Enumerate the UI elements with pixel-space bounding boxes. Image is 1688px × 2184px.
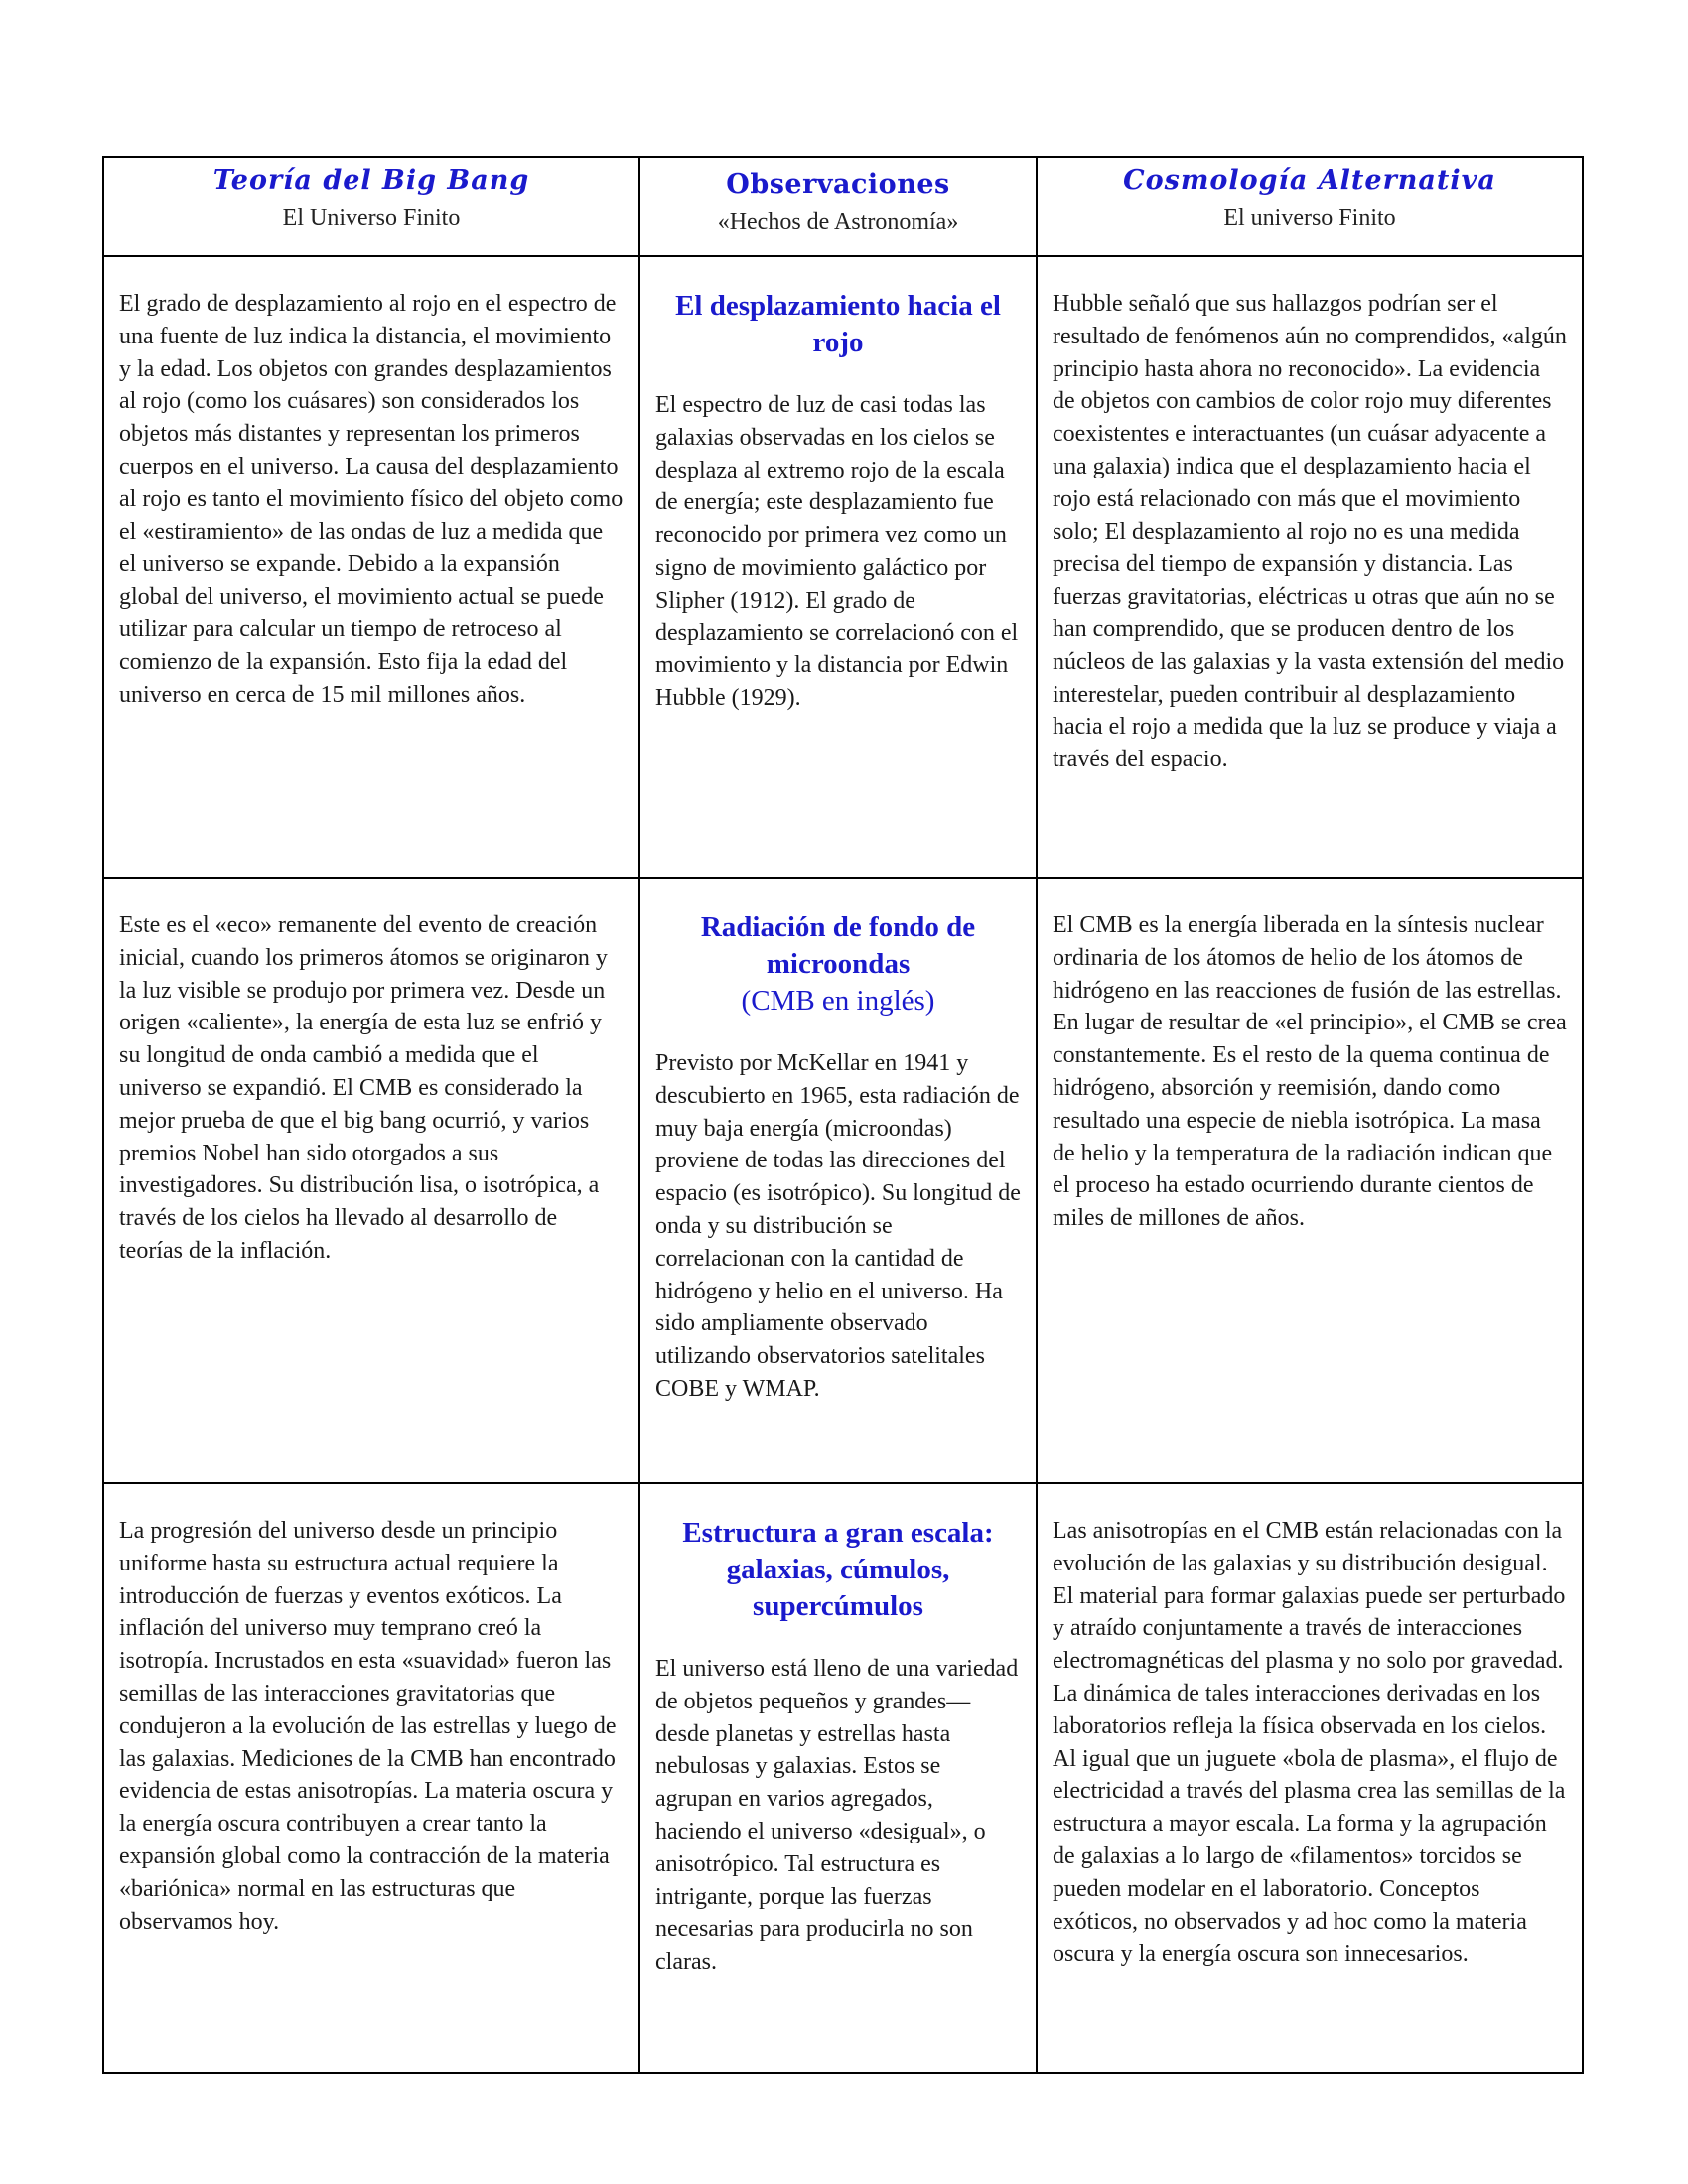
observation-text: El universo está lleno de una variedad de objetos pequeños y grandes—desde planetas y estrellas hasta nebulosas y galaxias. Estos se agrupan en varios agregados, haciendo el universo «desigual», o anisotrópico. Tal estructura es intrigante, porque las fuerzas necesarias para producirla no son claras. xyxy=(655,1656,1019,1976)
observation-text: Previsto por McKellar en 1941 y descubierto en 1965, esta radiación de muy baja energía (microondas) proviene de todas las direcciones del espacio (es isotrópico). Su longitud de onda y su distribución se correlacionan con la cantidad de hidrógeno y helio en el universo. Ha sido ampliamente observado utilizando observatorios satelitales COBE y WMAP. xyxy=(655,1050,1021,1402)
big-bang-text: Este es el «eco» remanente del evento de creación inicial, cuando los primeros átomos se originaron y la luz visible se produjo por primera vez. Desde un origen «caliente», la energía de esta luz se enfrió y su longitud de onda cambió a medida que el universo se expandió. El CMB es considerado la mejor prueba de que el big bang ocurrió, y varios premios Nobel han sido otorgados a sus investigadores. Su distribución lisa, o isotrópica, a través de los cielos ha llevado al desarrollo de teorías de la inflación. xyxy=(119,912,608,1264)
header-title-big-bang: Teoría del Big Bang xyxy=(212,165,530,196)
table-row xyxy=(103,256,1583,878)
observation-title: Radiación de fondo de microondas xyxy=(700,911,976,980)
alternative-text: Hubble señaló que sus hallazgos podrían ser el resultado de fenómenos aún no comprendidos, «algún principio hasta ahora no reconocido». La evidencia de objetos con cambios de color rojo muy diferentes coexistentes e interactuantes (un cuásar adyacente a una galaxia) indica que el desplazamiento hacia el rojo está relacionado con más que el movimiento solo; El desplazamiento al rojo no es una medida precisa del tiempo de expansión y distancia. Las fuerzas gravitatorias, eléctricas u otras que aún no se han comprendido, que se producen dentro de los núcleos de las galaxias y la vasta extensión del medio interestelar, pueden contribuir al desplazamiento hacia el rojo a medida que la luz se produce y viaja a través del espacio. xyxy=(1053,291,1567,773)
header-alternative xyxy=(1037,157,1583,256)
header-subtitle-big-bang: El Universo Finito xyxy=(282,205,461,231)
alternative-cell xyxy=(1037,1483,1583,2073)
header-title-alternative: Cosmología Alternativa xyxy=(1123,165,1496,196)
alternative-text: El CMB es la energía liberada en la síntesis nuclear ordinaria de los átomos de helio de los átomos de hidrógeno en las reacciones de fusión de las estrellas. En lugar de resultar de «el principio», el CMB se crea constantemente. Es el resto de la quema continua de hidrógeno, absorción y reemisión, dando como resultado una especie de niebla isotrópica. La masa de helio y la temperatura de la radiación indican que el proceso ha estado ocurriendo durante cientos de miles de millones de años. xyxy=(1053,912,1567,1232)
header-big-bang xyxy=(103,157,639,256)
big-bang-cell xyxy=(103,1483,639,2073)
big-bang-cell xyxy=(103,878,639,1483)
observation-text: El espectro de luz de casi todas las galaxias observadas en los cielos se desplaza al extremo rojo de la escala de energía; este desplazamiento fue reconocido por primera vez como un signo de movimiento galáctico por Slipher (1912). El grado de desplazamiento se correlacionó con el movimiento y la distancia por Edwin Hubble (1929). xyxy=(655,392,1019,712)
observation-title: El desplazamiento hacia el rojo xyxy=(675,290,1001,358)
header-observations xyxy=(639,157,1037,256)
observation-title: Estructura a gran escala: galaxias, cúmulos, supercúmulos xyxy=(682,1517,994,1622)
observation-cell xyxy=(639,878,1037,1483)
big-bang-text: La progresión del universo desde un principio uniforme hasta su estructura actual requiere la introducción de fuerzas y eventos exóticos. La inflación del universo muy temprano creó la isotropía. Incrustados en esta «suavidad» fueron las semillas de las interacciones gravitatorias que condujeron a la evolución de las estrellas y luego de las galaxias. Mediciones de la CMB han encontrado evidencia de estas anisotropías. La materia oscura y la energía oscura contribuyen a crear tanto la expansión global como la contracción de la materia «bariónica» normal en las estructuras que observamos hoy. xyxy=(119,1518,617,1935)
header-subtitle-observations: «Hechos de Astronomía» xyxy=(717,209,959,235)
header-subtitle-alternative: El universo Finito xyxy=(1223,205,1396,231)
alternative-cell xyxy=(1037,256,1583,878)
big-bang-text: El grado de desplazamiento al rojo en el espectro de una fuente de luz indica la distancia, el movimiento y la edad. Los objetos con grandes desplazamientos al rojo (como los cuásares) son considerados los objetos más distantes y representan los primeros cuerpos en el universo. La causa del desplazamiento al rojo es tanto el movimiento físico del objeto como el «estiramiento» de las ondas de luz a medida que el universo se expande. Debido a la expansión global del universo, el movimiento actual se puede utilizar para calcular un tiempo de retroceso al comienzo de la expansión. Esto fija la edad del universo en cerca de 15 mil millones años. xyxy=(119,291,624,708)
header-title-observations: Observaciones xyxy=(726,169,950,200)
comparison-table xyxy=(102,156,1584,2074)
alternative-cell xyxy=(1037,878,1583,1483)
table-row xyxy=(103,1483,1583,2073)
big-bang-cell xyxy=(103,256,639,878)
observation-subtitle: (CMB en inglés) xyxy=(741,985,935,1017)
table-row xyxy=(103,878,1583,1483)
observation-cell xyxy=(639,256,1037,878)
header-row xyxy=(103,157,1583,256)
observation-cell xyxy=(639,1483,1037,2073)
alternative-text: Las anisotropías en el CMB están relacionadas con la evolución de las galaxias y su distribución desigual. El material para formar galaxias puede ser perturbado y atraído conjuntamente a través de interacciones electromagnéticas del plasma y no solo por gravedad. La dinámica de tales interacciones derivadas en los laboratorios refleja la física observada en los cielos. Al igual que un juguete «bola de plasma», el flujo de electricidad a través del plasma crea las semillas de la estructura a mayor escala. La forma y la agrupación de galaxias a lo largo de «filamentos» torcidos se pueden modelar en el laboratorio. Conceptos exóticos, no observados y ad hoc como la materia oscura y la energía oscura son innecesarios. xyxy=(1053,1518,1566,1968)
